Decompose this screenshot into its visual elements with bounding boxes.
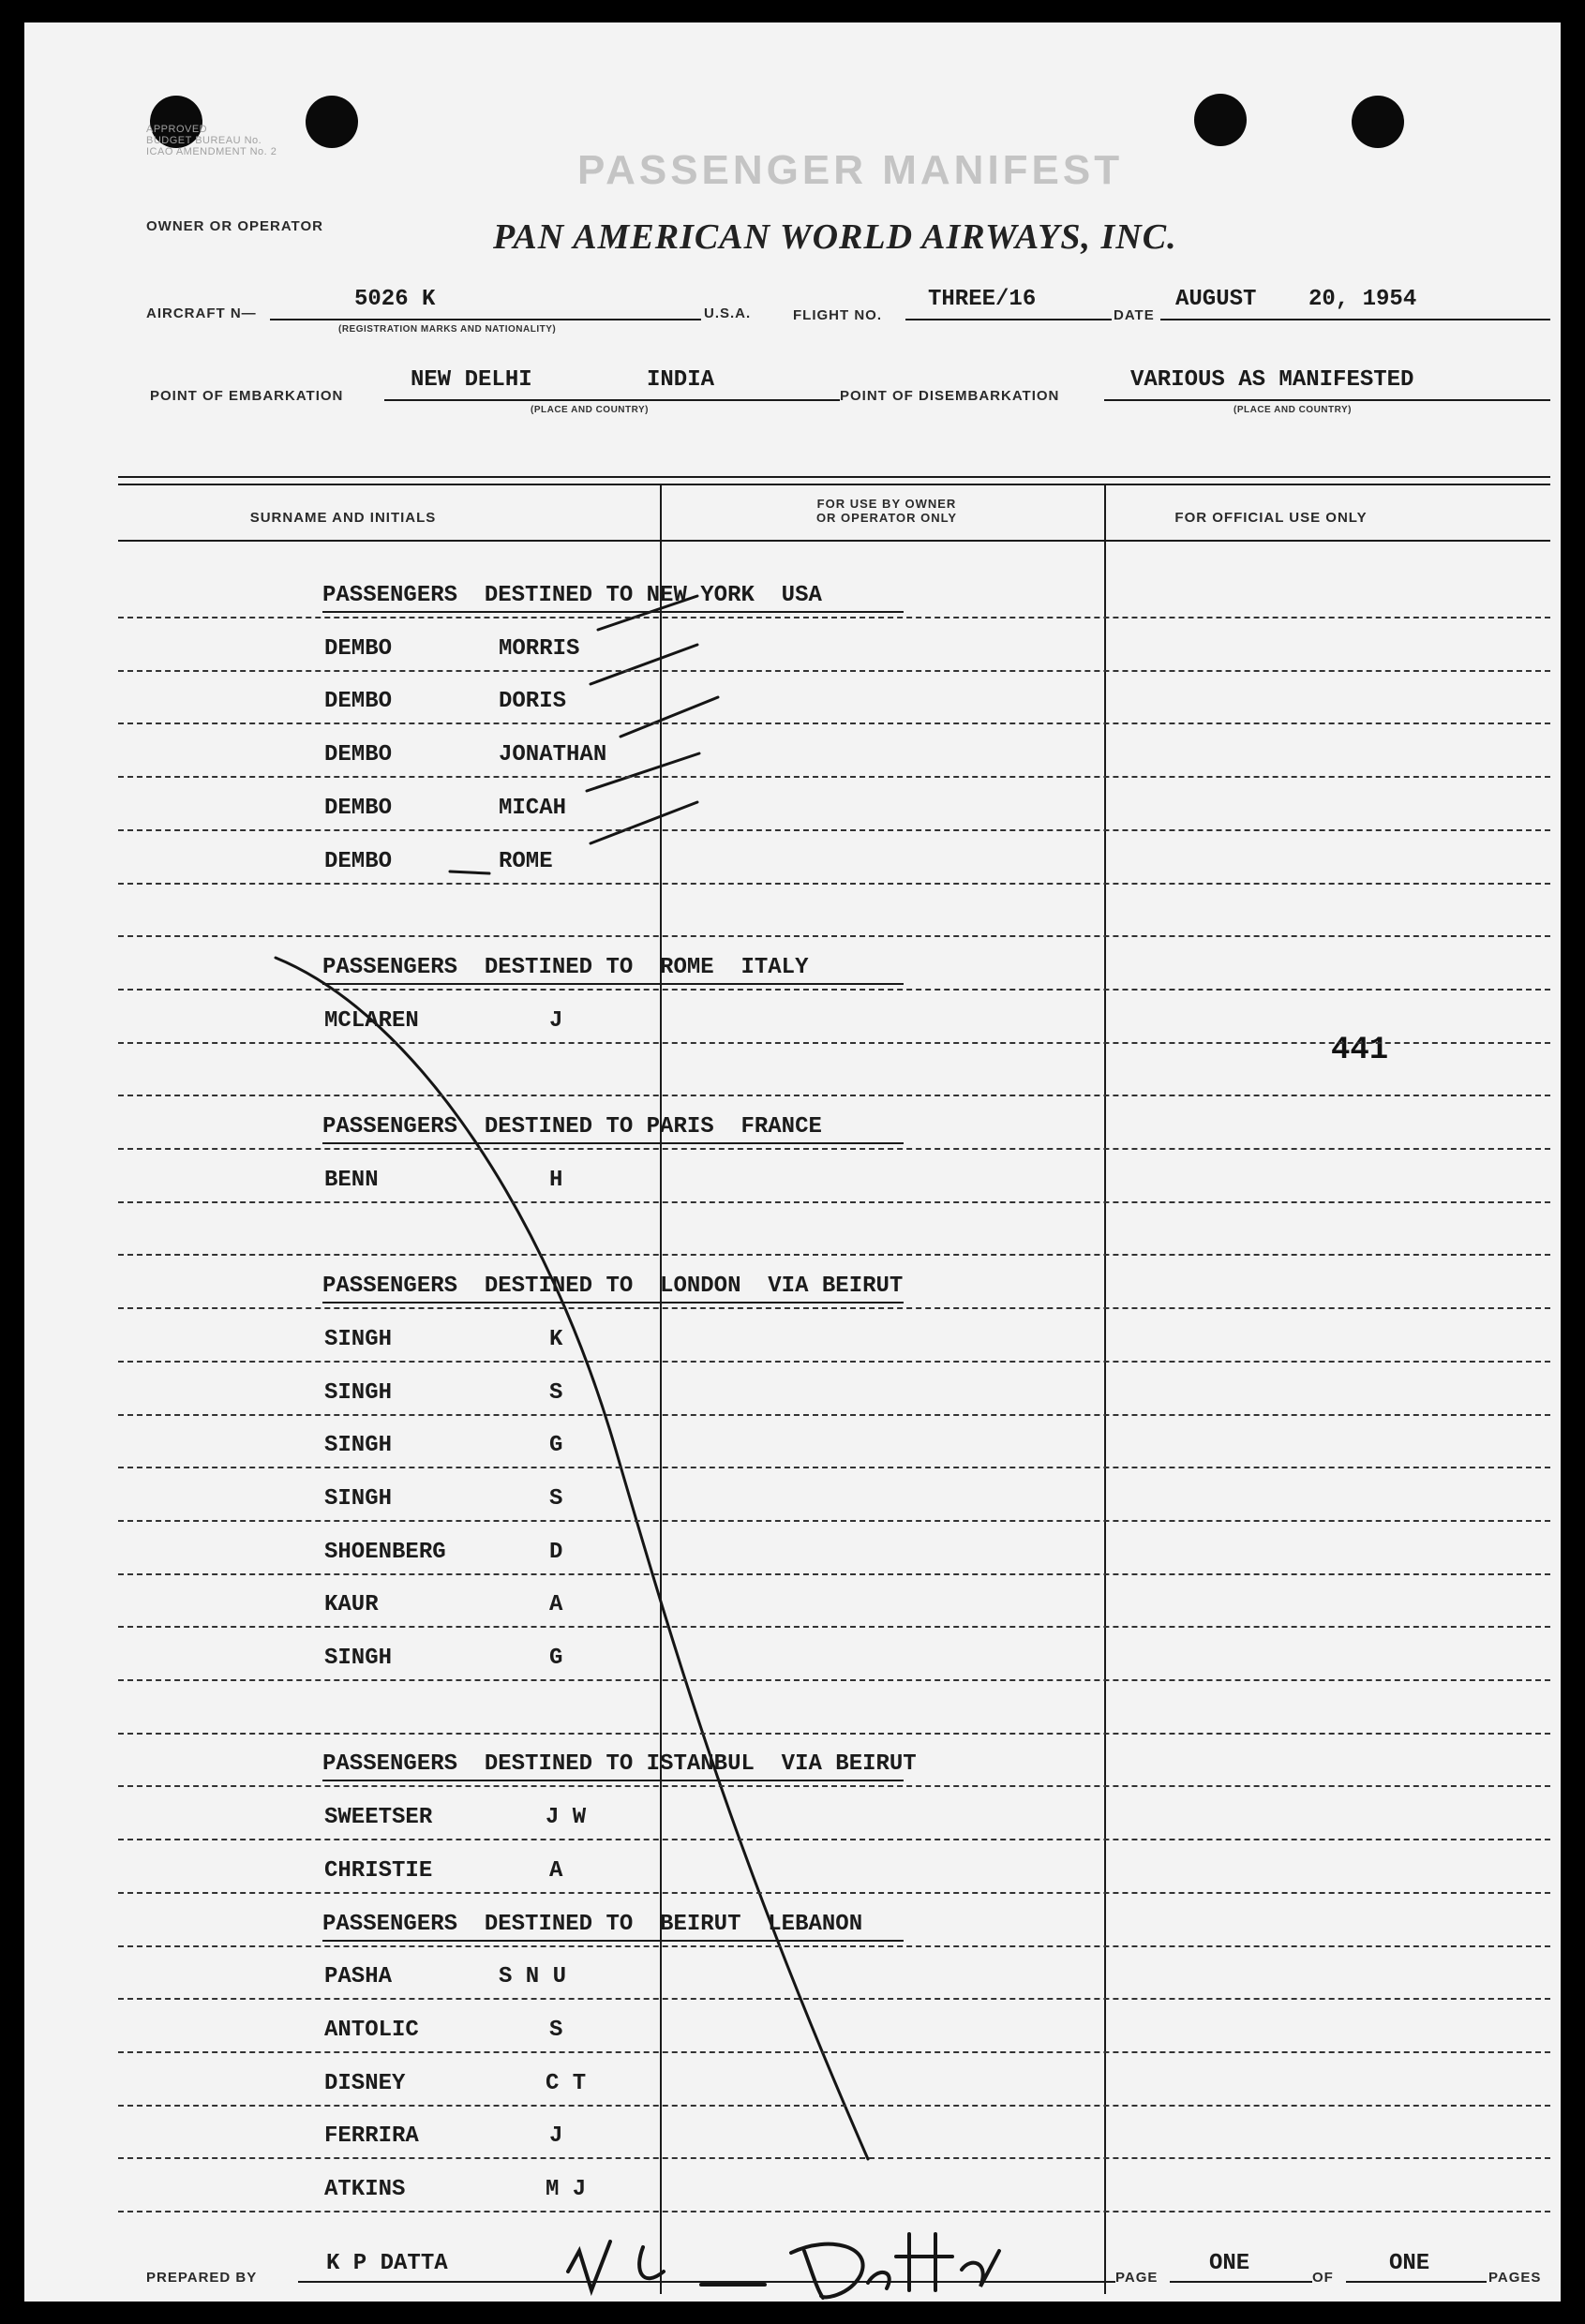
passenger-initials: DORIS <box>499 689 567 715</box>
row-rule <box>118 1945 1550 1947</box>
usa-label: U.S.A. <box>704 305 752 321</box>
row-rule <box>118 1307 1550 1309</box>
passenger-initials: M J <box>546 2177 587 2202</box>
row-rule <box>118 1148 1550 1150</box>
passenger-surname: SHOENBERG <box>324 1539 446 1565</box>
passenger-surname: ATKINS <box>324 2177 406 2202</box>
passenger-initials: S <box>549 2017 563 2043</box>
passenger-initials: D <box>549 1539 563 1565</box>
passenger-surname: SINGH <box>324 1646 393 1671</box>
disembarkation-label: POINT OF DISEMBARKATION <box>840 388 1060 404</box>
row-rule <box>118 829 1550 831</box>
official-count: 441 <box>1331 1033 1389 1068</box>
embark-place-note: (PLACE AND COUNTRY) <box>531 405 649 415</box>
passenger-initials: ROME <box>499 848 553 874</box>
destination-group: PASSENGERS DESTINED TO LONDON VIA BEIRUT <box>322 1274 904 1300</box>
embarkation-label: POINT OF EMBARKATION <box>150 388 344 404</box>
date-day-year: 20, 1954 <box>1308 287 1417 312</box>
row-rule <box>118 1733 1550 1735</box>
row-rule <box>118 1361 1550 1363</box>
passenger-initials: MORRIS <box>499 635 580 662</box>
approval-stamp: APPROVED BUDGET BUREAU No. ICAO AMENDMENT No. 2 <box>146 124 277 157</box>
aircraft-number: 5026 K <box>354 287 436 312</box>
disembark-place-note: (PLACE AND COUNTRY) <box>1234 405 1352 415</box>
group-underline <box>322 983 904 985</box>
passenger-initials: A <box>549 1857 563 1884</box>
aircraft-label: AIRCRAFT N— <box>146 305 257 321</box>
row-rule <box>118 1520 1550 1522</box>
row-rule <box>118 1095 1550 1096</box>
prepared-by-name: K P DATTA <box>326 2251 448 2276</box>
destination-group: PASSENGERS DESTINED TO BEIRUT LEBANON <box>322 1911 863 1937</box>
registration-note: (REGISTRATION MARKS AND NATIONALITY) <box>338 324 557 335</box>
row-rule <box>118 1679 1550 1681</box>
col-official-header: FOR OFFICIAL USE ONLY <box>1174 510 1368 526</box>
col-owner-header: FOR USE BY OWNER OR OPERATOR ONLY <box>815 497 958 525</box>
passenger-surname: KAUR <box>324 1592 379 1618</box>
page-label: PAGE <box>1115 2270 1159 2286</box>
row-rule <box>118 1414 1550 1416</box>
manifest-sheet <box>24 22 1561 2302</box>
passenger-surname: DEMBO <box>324 689 393 715</box>
passenger-surname: SINGH <box>324 1326 393 1352</box>
passenger-surname: DISNEY <box>324 2070 406 2096</box>
handwritten-marks <box>24 22 1561 2302</box>
passenger-initials: S N U <box>499 1964 567 1990</box>
row-rule <box>118 670 1550 672</box>
passenger-surname: ANTOLIC <box>324 2017 419 2043</box>
date-label: DATE <box>1114 307 1155 323</box>
check-mark <box>591 802 697 843</box>
passenger-surname: DEMBO <box>324 635 393 662</box>
row-rule <box>118 2157 1550 2159</box>
disembarkation-value: VARIOUS AS MANIFESTED <box>1130 367 1414 393</box>
owner-label: OWNER OR OPERATOR <box>146 218 323 234</box>
row-rule <box>118 723 1550 724</box>
passenger-surname: SINGH <box>324 1433 393 1459</box>
destination-group: PASSENGERS DESTINED TO NEW YORK USA <box>322 583 822 608</box>
group-underline <box>322 1302 904 1304</box>
row-rule <box>118 989 1550 991</box>
row-rule <box>118 1467 1550 1468</box>
passenger-initials: H <box>549 1167 563 1193</box>
row-rule <box>118 2105 1550 2107</box>
passenger-surname: DEMBO <box>324 795 393 821</box>
row-rule <box>118 617 1550 618</box>
group-underline <box>322 611 904 613</box>
row-rule <box>118 776 1550 778</box>
passenger-surname: SWEETSER <box>324 1805 433 1831</box>
of-label: OF <box>1312 2270 1334 2286</box>
passenger-initials: J <box>549 1007 563 1034</box>
total-pages: ONE <box>1389 2251 1430 2276</box>
pages-label: PAGES <box>1488 2270 1542 2286</box>
check-mark <box>621 697 718 737</box>
row-rule <box>118 1892 1550 1894</box>
row-rule <box>118 2051 1550 2053</box>
passenger-surname: DEMBO <box>324 848 393 874</box>
row-rule <box>118 935 1550 937</box>
passenger-initials: G <box>549 1646 563 1671</box>
flight-number: THREE/16 <box>928 287 1037 312</box>
row-rule <box>118 1201 1550 1203</box>
passenger-initials: J W <box>546 1805 587 1831</box>
row-rule <box>118 1042 1550 1044</box>
passenger-surname: DEMBO <box>324 742 393 768</box>
page-number: ONE <box>1209 2251 1250 2276</box>
row-rule <box>118 1998 1550 2000</box>
passenger-initials: J <box>549 2123 563 2150</box>
embark-country: INDIA <box>647 367 715 393</box>
group-underline <box>322 1780 904 1781</box>
passenger-initials: JONATHAN <box>499 742 607 768</box>
group-underline <box>322 1142 904 1144</box>
passenger-surname: MCLAREN <box>324 1007 419 1034</box>
row-rule <box>118 1254 1550 1256</box>
destination-group: PASSENGERS DESTINED TO ISTANBUL VIA BEIRUT <box>322 1751 917 1778</box>
row-rule <box>118 2211 1550 2212</box>
row-rule <box>118 1626 1550 1628</box>
passenger-initials: A <box>549 1592 563 1618</box>
row-rule <box>118 1839 1550 1840</box>
passenger-initials: K <box>549 1326 563 1352</box>
passenger-surname: BENN <box>324 1167 379 1193</box>
passenger-surname: FERRIRA <box>324 2123 419 2150</box>
signature <box>568 2234 999 2298</box>
passenger-initials: G <box>549 1433 563 1459</box>
passenger-surname: SINGH <box>324 1485 393 1512</box>
form-title: PASSENGER MANIFEST <box>577 147 1124 193</box>
col-surname-header: SURNAME AND INITIALS <box>249 510 437 526</box>
destination-group: PASSENGERS DESTINED TO ROME ITALY <box>322 954 809 980</box>
passenger-initials: S <box>549 1379 563 1406</box>
row-rule <box>118 1573 1550 1575</box>
prepared-by-label: PREPARED BY <box>146 2270 258 2286</box>
passenger-initials: C T <box>546 2070 587 2096</box>
short-dash <box>450 872 489 873</box>
destination-group: PASSENGERS DESTINED TO PARIS FRANCE <box>322 1114 822 1140</box>
operator-name: PAN AMERICAN WORLD AIRWAYS, INC. <box>493 217 1177 257</box>
row-rule <box>118 883 1550 885</box>
passenger-surname: SINGH <box>324 1379 393 1406</box>
embark-city: NEW DELHI <box>411 367 532 393</box>
passenger-surname: PASHA <box>324 1964 393 1990</box>
passenger-initials: MICAH <box>499 795 567 821</box>
row-rule <box>118 1785 1550 1787</box>
date-month: AUGUST <box>1175 287 1257 312</box>
passenger-surname: CHRISTIE <box>324 1857 433 1884</box>
check-mark <box>591 645 697 684</box>
group-underline <box>322 1940 904 1942</box>
passenger-initials: S <box>549 1485 563 1512</box>
flight-no-label: FLIGHT NO. <box>793 307 882 323</box>
